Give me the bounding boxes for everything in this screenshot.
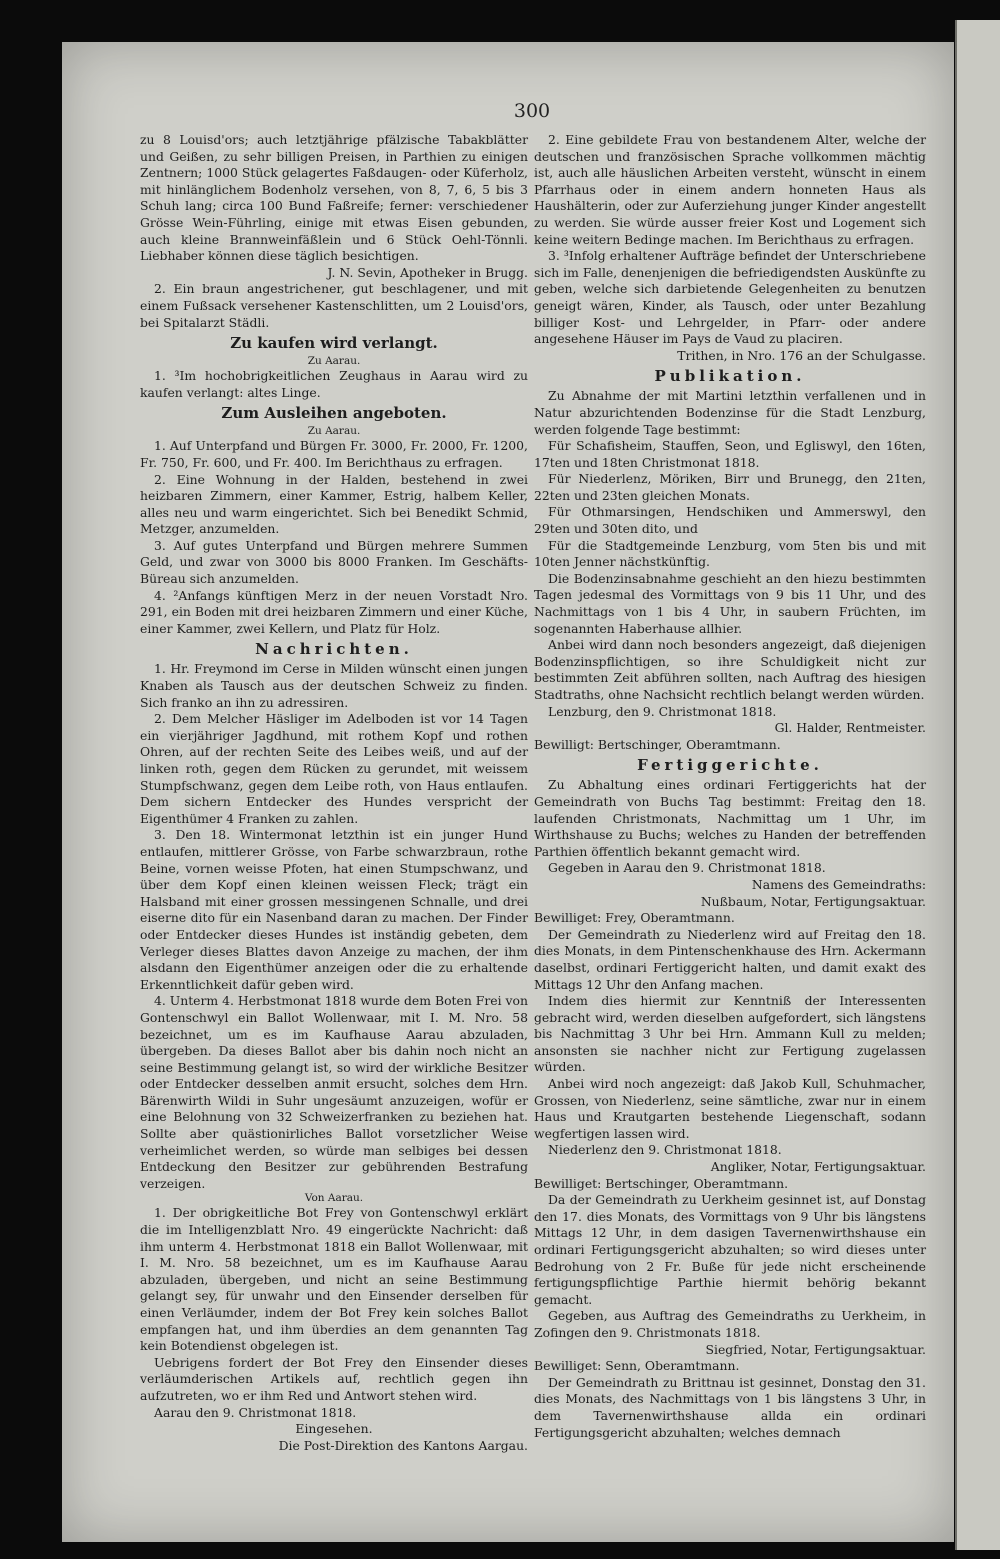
- paragraph: 1. Der obrigkeitliche Bot Frey von Gontenschwyl erklärt die im Intelligenzblatt Nro. 49 eingerückte Nachricht: daß ihm unterm 4. Herbstmonat 1818 ein Ballot Wollenwaar, mit I. M. Nro. 58 bezeichnet, um es im Kaufhause Aarau abzuladen, übergeben, und nicht an seine Bestimmung gelangt sey, für unwahr und den Einsender derselben für einen Verläumder, indem der Bot Frey kein solches Ballot empfangen hat, und ihm überdies an dem genannten Tag kein Botendienst obgelegen ist.: [140, 1205, 528, 1354]
- paragraph: 1. Auf Unterpfand und Bürgen Fr. 3000, Fr. 2000, Fr. 1200, Fr. 750, Fr. 600, und Fr. 400. Im Berichthaus zu erfragen.: [140, 438, 528, 470]
- signature-line: Gl. Halder, Rentmeister.: [774, 720, 926, 736]
- paragraph: 1. Hr. Freymond im Cerse in Milden wünscht einen jungen Knaben als Tausch aus der deutschen Schweiz zu finden. Sich franko an ihn zu adressiren.: [140, 661, 528, 710]
- paragraph: Anbei wird noch angezeigt: daß Jakob Kull, Schuhmacher, Grossen, von Niederlenz, seine sämtliche, zwar nur in einem Haus und Krautgarten bestehende Liegenschaft, sodann wegfertigen lassen wird.: [534, 1076, 926, 1141]
- paragraph: 4. ²Anfangs künftigen Merz in der neuen Vorstadt Nro. 291, ein Boden mit drei heizbaren Zimmern und einer Küche, einer Kammer, zwei Kellern, und Platz für Holz.: [140, 587, 528, 636]
- paragraph: 3. ³Infolg erhaltener Aufträge befindet der Unterschriebene sich im Falle, denenjenigen die befriedigendsten Auskünfte zu geben, welche sich darbietende Gelegenheiten zu benutzen geneigt wären, Kinder, als Tausch, oder unter Bezahlung billiger Kost- und Lehrgelder, in Pfarr- oder andere angesehene Häuser im Pays de Vaud zu placiren.: [534, 248, 926, 347]
- paragraph: Anbei wird dann noch besonders angezeigt, daß diejenigen Bodenzinspflichtigen, so ihre Schuldigkeit nicht zur bestimmten Zeit abführen sollten, nach Auftrag des hiesigen Stadtraths, ohne Nachsicht rechtlich belangt werden würden.: [534, 637, 926, 702]
- signature-line: Die Post-Direktion des Kantons Aargau.: [278, 1437, 528, 1453]
- paragraph: 2. Eine gebildete Frau von bestandenem Alter, welche der deutschen und französischen Sprache vollkommen mächtig ist, auch alle häuslichen Arbeiten versteht, wünscht in einem Pfarrhaus oder in einem andern honneten Haus als Haushälterin, oder zur Auferziehung junger Kinder angestellt zu werden. Sie würde ausser freier Kost und Logement sich keine weitern Bedinge machen. Im Berichthaus zu erfragen.: [534, 132, 926, 247]
- paragraph: Gegeben in Aarau den 9. Christmonat 1818.: [548, 860, 826, 876]
- paragraph: 3. Auf gutes Unterpfand und Bürgen mehrere Summen Geld, und zwar von 3000 bis 8000 Franken. Im Geschäfts-Büreau sich anzumelden.: [140, 537, 528, 587]
- centered-note: Eingesehen.: [295, 1421, 373, 1437]
- paragraph: Für Niederlenz, Möriken, Birr und Brunegg, den 21ten, 22ten und 23ten gleichen Monats.: [534, 471, 926, 503]
- paragraph: Bewilligt: Bertschinger, Oberamtmann.: [534, 736, 781, 752]
- paragraph: Der Gemeindrath zu Brittnau ist gesinnet, Donstag den 31. dies Monats, des Nachmittags von 1 bis längstens 3 Uhr, in dem Tavernenwirthshause allda ein ordinari Fertigungsgericht abzuhalten; welches demnach: [534, 1374, 926, 1440]
- section-heading: Zum Ausleihen angeboten.: [221, 404, 447, 423]
- paragraph: Zu Abhaltung eines ordinari Fertiggerichts hat der Gemeindrath von Buchs Tag bestimmt: Freitag den 18. laufenden Christmonats, Nachmittag um 1 Uhr, im Wirthshause zu Buchs; welches zu Handen der betreffenden Parthien öffentlich bekannt gemacht wird.: [534, 777, 926, 859]
- paragraph: zu 8 Louisd'ors; auch letztjährige pfälzische Tabakblätter und Geißen, zu sehr billigen Preisen, in Parthien zu einigen Zentnern; 1000 Stück gelagertes Faßdaugen- oder Küferholz, mit hinlänglichem Bodenholz versehen, von 8, 7, 6, 5 bis 3 Schuh lang; circa 100 Bund Faßreife; ferner: verschiedener Grösse Wein-Führling, einige mit etwas Eisen gebunden, auch kleine Brannweinfäßlein und 6 Stück Oehl-Tönnli. Liebhaber können diese täglich besichtigen.: [140, 132, 528, 264]
- signature-line: J. N. Sevin, Apotheker in Brugg.: [327, 264, 528, 280]
- paragraph: Indem dies hiermit zur Kenntniß der Interessenten gebracht wird, werden dieselben aufgefordert, sich längstens bis Nachmittag 3 Uhr bei Hrn. Ammann Kull zu melden; ansonsten sie nachher nicht zur Fertigung zugelassen würden.: [534, 993, 926, 1075]
- paragraph: Bewilliget: Senn, Oberamtmann.: [534, 1358, 740, 1374]
- paragraph: Für die Stadtgemeinde Lenzburg, vom 5ten bis und mit 10ten Jenner nächstkünftig.: [534, 537, 926, 570]
- paragraph: Der Gemeindrath zu Niederlenz wird auf Freitag den 18. dies Monats, in dem Pintenschenkhause des Hrn. Ackermann daselbst, ordinari Fertiggericht halten, und damit exakt des Mittags 12 Uhr den Anfang machen.: [534, 926, 926, 992]
- section-heading: Zu kaufen wird verlangt.: [230, 334, 438, 353]
- paragraph: Für Othmarsingen, Hendschiken und Ammerswyl, den 29ten und 30ten dito, und: [534, 504, 926, 537]
- signature-line: Siegfried, Notar, Fertigungsaktuar.: [705, 1341, 926, 1357]
- left-column: [140, 132, 528, 1454]
- right-column: [534, 132, 926, 1441]
- paragraph: Niederlenz den 9. Christmonat 1818.: [548, 1142, 782, 1158]
- signature-line: Nußbaum, Notar, Fertigungsaktuar.: [700, 893, 926, 909]
- paragraph: Zu Abnahme der mit Martini letzthin verfallenen und in Natur abzurichtenden Bodenzinse für die Stadt Lenzburg, werden folgende Tage bestimmt:: [534, 388, 926, 437]
- paragraph: Bewilliget: Bertschinger, Oberamtmann.: [534, 1175, 789, 1191]
- location-subheading: Zu Aarau.: [307, 355, 361, 368]
- location-subheading: Von Aarau.: [304, 1192, 364, 1205]
- paragraph: 2. Eine Wohnung in der Halden, bestehend in zwei heizbaren Zimmern, einer Kammer, Estrig, halbem Keller, alles neu und warm eingerichtet. Sich bei Benedikt Schmid, Metzger, anzumelden.: [140, 471, 528, 537]
- signature-line: Namens des Gemeindraths:: [751, 876, 926, 892]
- newspaper-page: [62, 42, 954, 1542]
- paragraph: Gegeben, aus Auftrag des Gemeindraths zu Uerkheim, in Zofingen den 9. Christmonats 1818.: [534, 1308, 926, 1340]
- paragraph: 3. Den 18. Wintermonat letzthin ist ein junger Hund entlaufen, mittlerer Grösse, von Farbe schwarzbraun, rothe Beine, vornen weisse Pfoten, hat einen Stumpschwanz, und über dem Kopf einen kleinen weissen Fleck; trägt ein Halsband mit einer grossen messingenen Schnalle, und drei eiserne dito für ein Nasenband daran zu machen. Der Finder oder Entdecker dieses Hundes ist inständig gebeten, dem Verleger dieses Blattes davon Anzeige zu machen, der ihm alsdann den Eigenthümer anzeigen oder die zu erhaltende Erkenntlichkeit dafür geben wird.: [140, 827, 528, 992]
- section-heading: Nachrichten.: [255, 640, 413, 659]
- paragraph: Lenzburg, den 9. Christmonat 1818.: [548, 703, 777, 719]
- paragraph: 4. Unterm 4. Herbstmonat 1818 wurde dem Boten Frei von Gontenschwyl ein Ballot Wollenwaar, mit I. M. Nro. 58 bezeichnet, um es im Kaufhause Aarau abzuladen, übergeben. Da dieses Ballot aber bis dahin noch nicht an seine Bestimmung gelangt ist, so wird der wirkliche Besitzer oder Entdecker desselben anmit ersucht, solches dem Hrn. Bärenwirth Wildi in Suhr ungesäumt anzuzeigen, wofür er eine Belohnung von 32 Schweizerfranken zu beziehen hat. Sollte aber quästionirliches Ballot vorsetzlicher Weise verheimlichet werden, so würde man selbiges bei dessen Entdeckung den Besitzer zur gebührenden Bestrafung verzeigen.: [140, 993, 528, 1191]
- section-heading: Publikation.: [654, 367, 806, 386]
- location-subheading: Zu Aarau.: [307, 425, 361, 438]
- next-page-edge: [955, 20, 1000, 1550]
- paragraph: Aarau den 9. Christmonat 1818.: [154, 1404, 357, 1420]
- paragraph: 1. ³Im hochobrigkeitlichen Zeughaus in Aarau wird zu kaufen verlangt: altes Linge.: [140, 368, 528, 400]
- section-heading: Fertiggerichte.: [637, 756, 823, 775]
- paragraph: Für Schafisheim, Stauffen, Seon, und Egliswyl, den 16ten, 17ten und 18ten Christmonat 1818.: [534, 438, 926, 470]
- signature-line: Angliker, Notar, Fertigungsaktuar.: [710, 1159, 926, 1175]
- paragraph: Die Bodenzinsabnahme geschieht an den hiezu bestimmten Tagen jedesmal des Vormittags von 9 bis 11 Uhr, und des Nachmittags von 1 bis 4 Uhr, in saubern Früchten, im sogenannten Haberhause allhier.: [534, 570, 926, 636]
- signature-line: Trithen, in Nro. 176 an der Schulgasse.: [677, 347, 926, 363]
- paragraph: Bewilliget: Frey, Oberamtmann.: [534, 910, 735, 926]
- paragraph: Uebrigens fordert der Bot Frey den Einsender dieses verläumderischen Artikels auf, rechtlich gegen ihn aufzutreten, wo er ihm Red und Antwort stehen wird.: [140, 1354, 528, 1403]
- paragraph: 2. Dem Melcher Häsliger im Adelboden ist vor 14 Tagen ein vierjähriger Jagdhund, mit rothem Kopf und rothen Ohren, auf der rechten Seite des Leibes weiß, und auf der linken roth, gegen dem Rücken zu gerundet, mit weissem Stumpfschwanz, gegen dem Leibe roth, von Haus entlaufen. Dem sichern Entdecker des Hundes verspricht der Eigenthümer 4 Franken zu zahlen.: [140, 711, 528, 826]
- paragraph: Da der Gemeindrath zu Uerkheim gesinnet ist, auf Donstag den 17. dies Monats, des Vormittags von 9 Uhr bis längstens Mittags 12 Uhr, in dem dasigen Tavernenwirthshause ein ordinari Fertigungsgericht abzuhalten; so wird dieses unter Bedrohung von 2 Fr. Buße für jede nicht erscheinende fertigungspflichtige Parthie hiermit behörig bekannt gemacht.: [534, 1192, 926, 1307]
- paragraph: 2. Ein braun angestrichener, gut beschlagener, und mit einem Fußsack versehener Kastenschlitten, um 2 Louisd'ors, bei Spitalarzt Städli.: [140, 281, 528, 330]
- page-number: 300: [513, 100, 551, 122]
